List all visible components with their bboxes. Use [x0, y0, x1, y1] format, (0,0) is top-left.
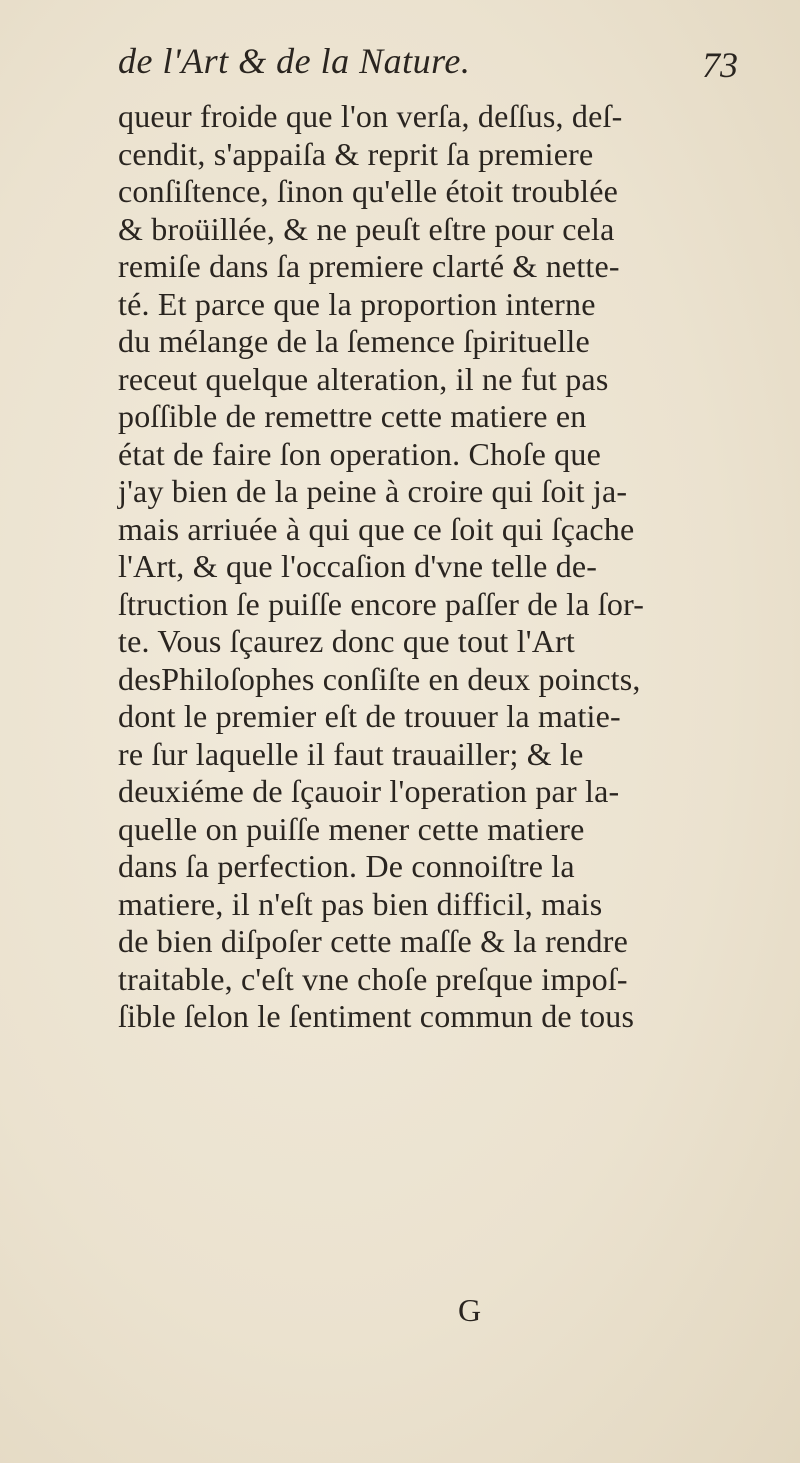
text-line: état de faire ſon operation. Choſe que	[118, 435, 601, 472]
text-line: deuxiéme de ſçauoir l'operation par la-	[118, 773, 620, 809]
text-line: traitable, c'eſt vne choſe preſque impoſ-	[118, 960, 628, 997]
text-line: dans ſa perfection. De connoiſtre la	[118, 848, 575, 884]
text-line: du mélange de la ſemence ſpirituelle	[118, 323, 590, 359]
text-line: té. Et parce que la proportion interne	[118, 285, 596, 322]
text-line: conſiſtence, ſinon qu'elle étoit troublée	[118, 173, 619, 209]
text-line: l'Art, & que l'occaſion d'vne telle de-	[118, 548, 598, 584]
text-line: queur froide que l'on verſa, deſſus, deſ-	[118, 98, 623, 134]
body-text	[118, 98, 738, 1036]
page-header	[118, 40, 738, 90]
text-line: remiſe dans ſa premiere clarté & nette-	[118, 248, 620, 284]
text-line: receut quelque alteration, il ne fut pas	[118, 360, 609, 397]
text-line: re ſur laquelle il faut trauailler; & le	[118, 735, 584, 772]
text-line: ſible ſelon le ſentiment commun de tous	[118, 998, 635, 1034]
running-head: de l'Art & de la Nature.	[118, 41, 471, 81]
signature-mark: G	[458, 1292, 482, 1328]
text-line: & broüillée, & ne peuſt eſtre pour cela	[118, 210, 615, 247]
text-line: poſſible de remettre cette matiere en	[118, 398, 587, 434]
text-line: j'ay bien de la peine à croire qui ſoit ja-	[118, 473, 628, 509]
text-line: dont le premier eſt de trouuer la matie-	[118, 698, 621, 734]
text-line: desPhiloſophes conſiſte en deux poincts,	[118, 660, 641, 697]
text-line: cendit, s'appaiſa & reprit ſa premiere	[118, 135, 594, 172]
text-line: matiere, il n'eſt pas bien difficil, mais	[118, 885, 603, 922]
text-line: de bien diſpoſer cette maſſe & la rendre	[118, 923, 628, 959]
text-line: mais arriuée à qui que ce ſoit qui ſçache	[118, 510, 635, 547]
text-line: quelle on puiſſe mener cette matiere	[118, 810, 585, 847]
page-number: 73	[702, 45, 738, 85]
text-line: te. Vous ſçaurez donc que tout l'Art	[118, 623, 576, 659]
text-line: ſtruction ſe puiſſe encore paſſer de la ſor-	[118, 585, 645, 622]
